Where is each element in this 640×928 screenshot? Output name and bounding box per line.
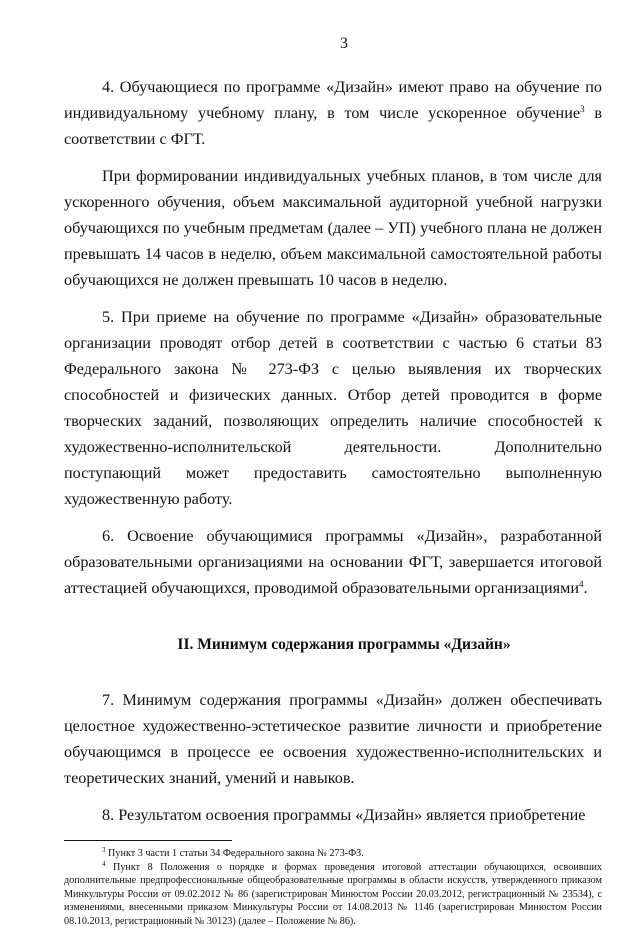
footnote-divider: [64, 840, 232, 841]
paragraph-8: 8. Результатом освоения программы «Дизайн» является приобретение: [64, 802, 602, 828]
paragraph-4: 4. Обучающиеся по программе «Дизайн» имеют право на обучение по индивидуальному учебному плану, в том числе ускоренное обучение$^3$ в соответствии с ФГТ.: [64, 74, 602, 152]
body-text-2: [64, 687, 602, 828]
footnote-ref-4: 4: [579, 579, 584, 589]
paragraph-6: 6. Освоение обучающимися программы «Дизайн», разработанной образовательными организациями на основании ФГТ, завершается итоговой аттестацией обучающихся, проводимой образовательными организациями$^4$.: [64, 523, 602, 601]
body-text: [64, 74, 602, 601]
footnote-ref-3: 3: [580, 104, 585, 114]
footnote-3: $^3$ Пункт 3 части 1 статьи 34 Федерального закона № 273-ФЗ.: [64, 847, 602, 861]
paragraph-7: 7. Минимум содержания программы «Дизайн» должен обеспечивать целостное художественно-эстетическое развитие личности и приобретение обучающимся в процессе ее освоения художественно-исполнительских и теоретических знаний, умений и навыков.: [64, 687, 602, 791]
section-heading: II. Минимум содержания программы «Дизайн»: [64, 634, 602, 656]
paragraph-4-continued: При формировании индивидуальных учебных планов, в том числе для ускоренного обучения, объем максимальной аудиторной учебной нагрузки обучающихся по учебным предметам (далее – УП) учебного плана не должен превышать 14 часов в неделю, объем максимальной самостоятельной работы обучающихся не должен превышать 10 часов в неделю.: [64, 163, 602, 293]
footnote-4: $^4$ Пункт 8 Положения о порядке и формах проведения итоговой аттестации обучающихся, освоивших дополнительные предпрофессиональные общеобразовательные программы в области искусств, утвержденного приказом Минкультуры России от 09.02.2012 № 86 (зарегистрирован Минюстом России 20.03.2012, регистрационный № 23534), с изменениями, внесенными приказом Минкультуры России от 14.08.2013 № 1146 (зарегистрирован Минюстом России 08.10.2013, регистрационный № 30123) (далее – Положение № 86).: [64, 861, 602, 928]
footnotes: [64, 847, 602, 928]
paragraph-5: 5. При приеме на обучение по программе «Дизайн» образовательные организации проводят отбор детей в соответствии с частью 6 статьи 83 Федерального закона № 273-ФЗ с целью выявления их творческих способностей и физических данных. Отбор детей проводится в форме творческих заданий, позволяющих определить наличие способностей к художественно-исполнительской деятельности. Дополнительно поступающий может предоставить самостоятельно выполненную художественную работу.: [64, 304, 602, 512]
page-number: 3: [64, 34, 602, 54]
